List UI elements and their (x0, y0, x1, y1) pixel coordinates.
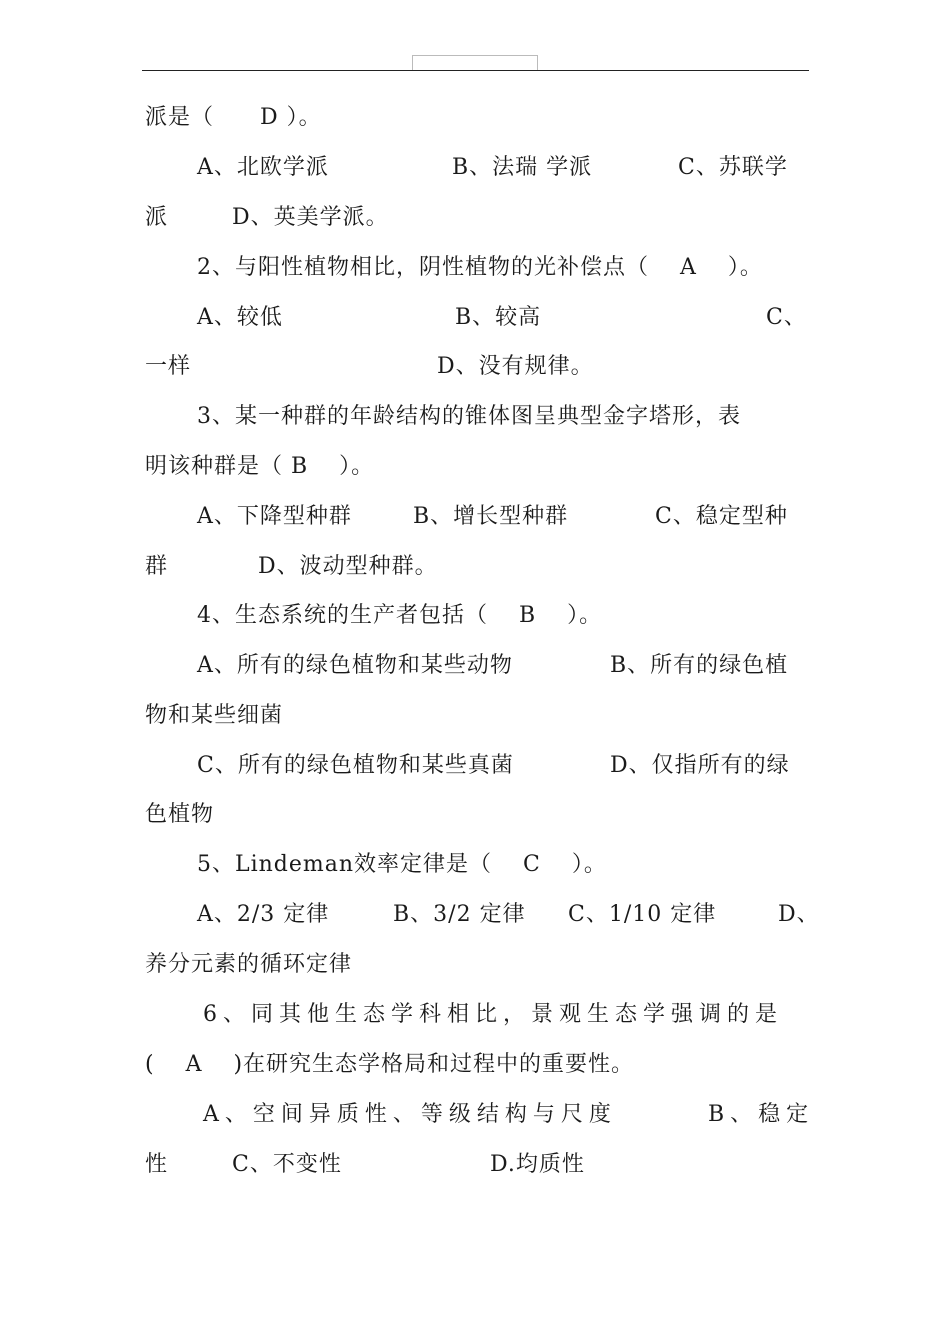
q6-option-b-cont: 性 (145, 1152, 169, 1177)
q3-stem-line2: 明该种群是（ B ）。 (145, 454, 375, 479)
header-tab (412, 55, 538, 71)
q2-option-c-cont: 一样 (145, 354, 192, 379)
q6-option-a: A、空间异质性、等级结构与尺度 (203, 1102, 617, 1127)
q1-line: 派是（ D ）。 (145, 105, 322, 130)
q2-option-d: D、没有规律。 (437, 354, 594, 379)
q6-option-b: B、稳定 (708, 1102, 815, 1127)
q2-option-c: C、 (766, 305, 807, 330)
q4-option-d: D、仅指所有的绿 (610, 753, 790, 778)
q2-stem: 2、与阳性植物相比，阴性植物的光补偿点（ A ）。 (197, 255, 763, 280)
q1-option-a: A、北欧学派 (197, 155, 329, 180)
q6-stem-line2: ( A )在研究生态学格局和过程中的重要性。 (145, 1052, 635, 1077)
q5-option-b: B、3/2 定律 (393, 902, 526, 927)
q5-stem: 5、Lindeman效率定律是（ C ）。 (197, 852, 607, 877)
q5-option-a: A、2/3 定律 (197, 902, 330, 927)
q6-option-d: D.均质性 (490, 1152, 585, 1177)
q3-option-c: C、稳定型种 (655, 504, 788, 529)
q3-option-c-cont: 群 (145, 554, 169, 579)
q5-option-d: D、 (778, 902, 820, 927)
q3-stem-line1: 3、某一种群的年龄结构的锥体图呈典型金字塔形，表 (197, 404, 741, 429)
q4-option-b-cont: 物和某些细菌 (145, 703, 284, 728)
q2-option-b: B、较高 (455, 305, 542, 330)
q1-option-b: B、法瑞 学派 (452, 155, 593, 180)
q1-option-d: D、英美学派。 (232, 205, 389, 230)
q3-option-a: A、下降型种群 (197, 504, 352, 529)
q6-option-c: C、不变性 (232, 1152, 342, 1177)
q5-option-d-cont: 养分元素的循环定律 (145, 952, 353, 977)
q5-option-c: C、1/10 定律 (568, 902, 717, 927)
q2-option-a: A、较低 (197, 305, 283, 330)
q1-option-c-cont: 派 (145, 205, 169, 230)
q4-option-d-cont: 色植物 (145, 802, 215, 827)
q4-option-b: B、所有的绿色植 (610, 653, 789, 678)
q1-option-c: C、苏联学 (678, 155, 788, 180)
q3-option-d: D、波动型种群。 (258, 554, 438, 579)
q3-option-b: B、增长型种群 (413, 504, 569, 529)
q4-stem: 4、生态系统的生产者包括（ B ）。 (197, 603, 603, 628)
q4-option-c: C、所有的绿色植物和某些真菌 (197, 753, 514, 778)
q6-stem-line1: 6、同其他生态学科相比，景观生态学强调的是 (203, 1002, 783, 1027)
header-rule (142, 70, 809, 71)
q4-option-a: A、所有的绿色植物和某些动物 (197, 653, 513, 678)
